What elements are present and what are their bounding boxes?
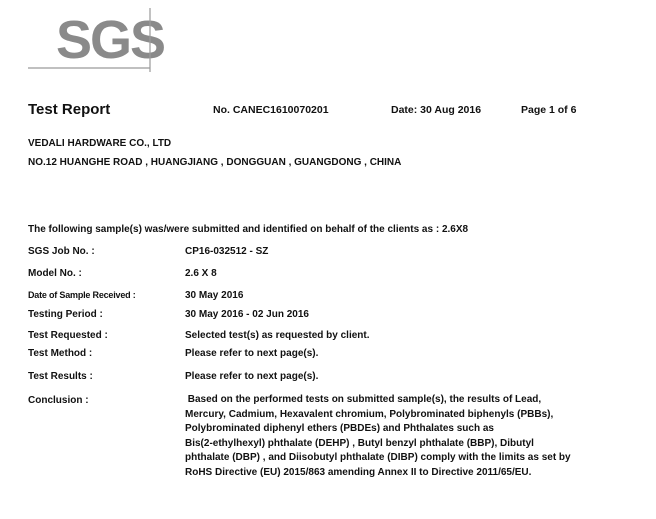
testing-period-value: 30 May 2016 - 02 Jun 2016 — [185, 309, 309, 320]
sgs-logo-text: SGS — [56, 10, 165, 70]
job-no-label: SGS Job No. : — [28, 246, 95, 257]
test-requested-value: Selected test(s) as requested by client. — [185, 330, 370, 341]
conclusion-line: Mercury, Cadmium, Hexavalent chromium, Polybrominated biphenyls (PBBs), — [185, 408, 554, 420]
test-requested-label: Test Requested : — [28, 330, 108, 341]
conclusion-line: Based on the performed tests on submitted sample(s), the results of Lead, — [185, 394, 542, 405]
intro-text: The following sample(s) was/were submitted and identified on behalf of the clients as : 2.6X8 — [28, 224, 469, 235]
sgs-logo — [28, 6, 178, 72]
job-no-value: CP16-032512 - SZ — [185, 246, 269, 257]
model-no-value: 2.6 X 8 — [185, 268, 217, 279]
report-title: Test Report — [28, 101, 111, 118]
conclusion-line: RoHS Directive (EU) 2015/863 amending Annex II to Directive 2011/65/EU. — [185, 466, 532, 478]
report-number: No. CANEC1610070201 — [213, 104, 329, 116]
testing-period-label: Testing Period : — [28, 309, 103, 320]
test-method-label: Test Method : — [28, 348, 93, 359]
conclusion-line: Polybrominated diphenyl ethers (PBDEs) and Phthalates such as — [185, 423, 494, 435]
client-address: NO.12 HUANGHE ROAD , HUANGJIANG , DONGGUAN , GUANGDONG , CHINA — [28, 157, 402, 168]
conclusion-line: Bis(2-ethylhexyl) phthalate (DEHP) , Butyl benzyl phthalate (BBP), Dibutyl — [185, 437, 534, 449]
date-received-value: 30 May 2016 — [185, 290, 244, 301]
date-received-label: Date of Sample Received : — [28, 290, 136, 300]
test-results-value: Please refer to next page(s). — [185, 371, 319, 382]
client-name: VEDALI HARDWARE CO., LTD — [28, 138, 172, 149]
test-results-label: Test Results : — [28, 371, 93, 382]
conclusion-label: Conclusion : — [28, 395, 89, 406]
test-method-value: Please refer to next page(s). — [185, 348, 319, 359]
conclusion-text — [185, 393, 635, 481]
report-date: Date: 30 Aug 2016 — [391, 104, 482, 116]
conclusion-line: phthalate (DBP) , and Diisobutyl phthalate (DIBP) comply with the limits as set by — [185, 452, 571, 464]
model-no-label: Model No. : — [28, 268, 82, 279]
page-number: Page 1 of 6 — [521, 104, 577, 116]
